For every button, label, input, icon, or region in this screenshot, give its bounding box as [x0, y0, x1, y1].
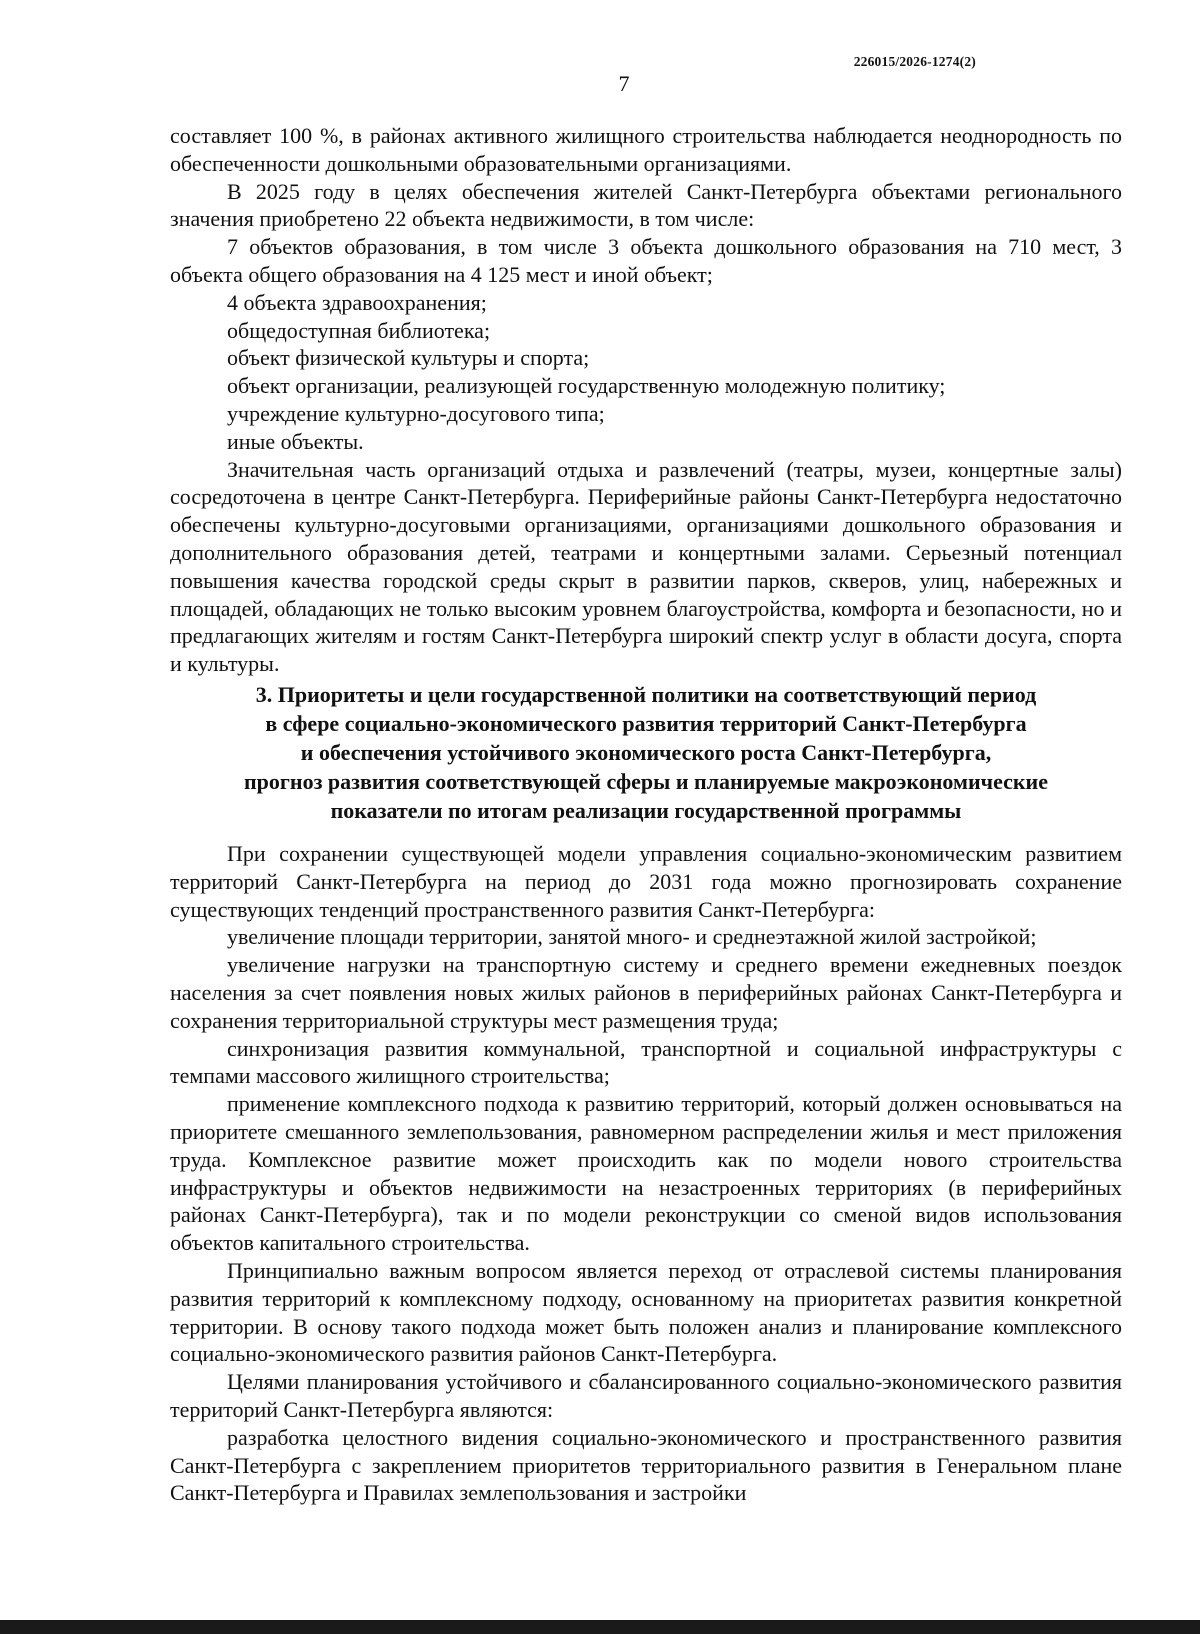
scan-bottom-edge [0, 1620, 1200, 1634]
section-heading-line: показатели по итогам реализации государственной программы [330, 798, 962, 823]
section-heading-line: и обеспечения устойчивого экономического роста Санкт-Петербурга, [300, 740, 992, 765]
list-item-culture: учреждение культурно-досугового типа; [227, 400, 605, 426]
paragraph-leisure-organizations: Значительная часть организаций отдыха и развлечений (театры, музеи, концертные залы) сосредоточена в центре Санкт-Петербурга. Периферийные районы Санкт-Петербурга недостаточно обеспечены культурно-досуговыми организациями, организациями дошкольного образования и дополнительного образования детей, театрами и концертными залами. Серьезный потенциал повышения качества городской среды скрыт в развитии парков, скверов, улиц, набережных и площадей, обладающих не только высоким уровнем благоустройства, комфорта и безопасности, но и предлагающих жителям и гостям Санкт-Петербурга широкий спектр услуг в области досуга, спорта и культуры. [170, 456, 1122, 677]
list-item-education: 7 объектов образования, в том числе 3 объекта дошкольного образования на 710 мест, 3 объекта общего образования на 4 125 мест и иной объект; [170, 234, 1122, 287]
list-item-sport: объект физической культуры и спорта; [227, 345, 590, 371]
list-item-other: иные объекты. [227, 428, 364, 454]
paragraph-planning-goals: Целями планирования устойчивого и сбалансированного социально-экономического развития территорий Санкт-Петербурга являются: [170, 1369, 1122, 1422]
list-item-healthcare: 4 объекта здравоохранения; [227, 289, 487, 315]
page-number: 7 [618, 71, 630, 96]
list-item-infrastructure-sync: синхронизация развития коммунальной, транспортной и социальной инфраструктуры с темпами массового жилищного строительства; [170, 1035, 1122, 1089]
section-heading-line: в сфере социально-экономического развития территорий Санкт-Петербурга [265, 711, 1027, 736]
list-item-complex-approach: применение комплексного подхода к развитию территорий, который должен основываться на приоритете смешанного землепользования, равномерном распределении жилья и мест приложения труда. Комплексное развитие может происходить как по модели нового строительства инфраструктуры и объектов недвижимости на незастроенных территориях (в периферийных районах Санкт-Петербурга), так и по модели реконструкции со сменой видов использования объектов капитального строительства. [170, 1091, 1122, 1256]
paragraph-forecast: При сохранении существующей модели управления социально-экономическим развитием территорий Санкт-Петербурга на период до 2031 года можно прогнозировать сохранение существующих тенденций пространственного развития Санкт-Петербурга: [170, 841, 1122, 922]
document-registration-number: 226015/2026-1274(2) [853, 54, 976, 69]
section-heading-line: 3. Приоритеты и цели государственной политики на соответствующий период [255, 682, 1037, 707]
list-item-transport-load: увеличение нагрузки на транспортную систему и среднего времени ежедневных поездок населения за счет появления новых жилых районов в периферийных районах Санкт-Петербурга и сохранения территориальной структуры мест размещения труда; [170, 952, 1122, 1033]
intro-text-block [170, 122, 1122, 678]
list-item-area-increase: увеличение площади территории, занятой много- и среднеэтажной жилой застройкой; [227, 924, 1037, 950]
paragraph-continuation: составляет 100 %, в районах активного жилищного строительства наблюдается неоднородность по обеспеченности дошкольными образовательными организациями. [170, 123, 1122, 176]
section-heading [170, 680, 1122, 825]
section-heading-line: прогноз развития соответствующей сферы и планируемые макроэкономические [244, 769, 1048, 794]
list-item-holistic-vision: разработка целостного видения социально-экономического и пространственного развития Санкт-Петербурга с закреплением приоритетов территориального развития в Генеральном плане Санкт-Петербурга и Правилах землепользования и застройки [170, 1424, 1122, 1506]
list-item-youth-policy: объект организации, реализующей государственную молодежную политику; [227, 373, 946, 399]
section-text-block [170, 840, 1122, 1507]
list-item-library: общедоступная библиотека; [227, 317, 491, 343]
paragraph-transition: Принципиально важным вопросом является переход от отраслевой системы планирования развития территорий к комплексному подходу, основанному на приоритетах развития конкретной территории. В основу такого подхода может быть положен анализ и планирование комплексного социально-экономического развития районов Санкт-Петербурга. [170, 1257, 1122, 1367]
paragraph-acquired-objects: В 2025 году в целях обеспечения жителей Санкт-Петербурга объектами регионального значения приобретено 22 объекта недвижимости, в том числе: [170, 178, 1122, 232]
